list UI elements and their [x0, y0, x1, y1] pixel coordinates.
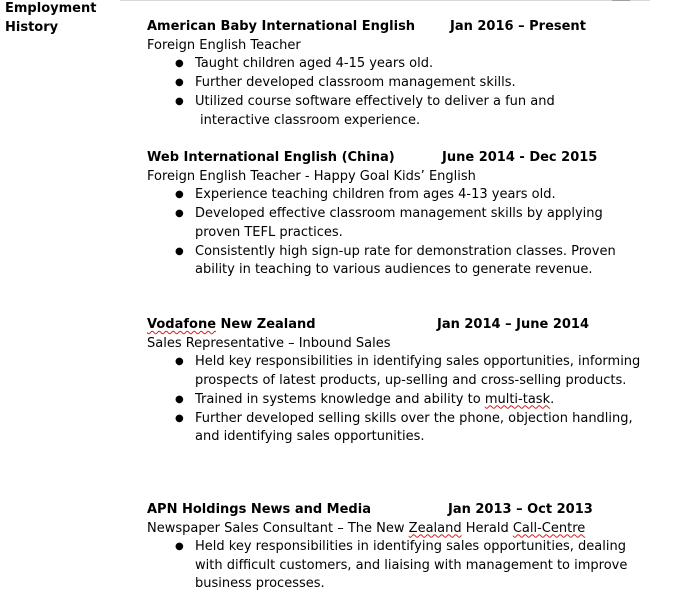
table-corner-mark — [612, 0, 630, 1]
role-text: Newspaper Sales Consultant – The New — [147, 520, 409, 536]
job-bullet-list — [147, 55, 647, 130]
bullet-icon: ● — [175, 189, 184, 200]
spellcheck-word: Zealand — [408, 520, 462, 536]
bullet-text: Held key responsibilities in identifying sales opportunities, informing prospects of latest products, up-selling and cross-selling products. — [195, 354, 641, 388]
job-dates: Jan 2014 – June 2014 — [437, 317, 589, 332]
job-role: Foreign English Teacher — [147, 37, 301, 53]
job-entry-vodafone — [147, 316, 647, 447]
spellcheck-word: Vodafone — [147, 317, 217, 332]
job-entry-web-international — [147, 149, 647, 280]
bullet-icon: ● — [175, 541, 184, 552]
list-item — [147, 55, 647, 74]
job-role: Sales Representative – Inbound Sales — [147, 335, 391, 351]
bullet-icon: ● — [175, 245, 184, 257]
job-dates: Jan 2016 – Present — [450, 19, 586, 34]
company-name: APN Holdings News and Media — [147, 502, 371, 517]
section-heading — [5, 0, 125, 37]
job-role — [147, 520, 647, 539]
job-dates: Jan 2013 – Oct 2013 — [448, 502, 593, 517]
bullet-text: Developed effective classroom management skills by applying proven TEFL practices. — [195, 206, 603, 240]
company-name: Web International English (China) — [147, 150, 395, 165]
list-item — [147, 538, 647, 594]
bullet-icon: ● — [175, 412, 184, 424]
bullet-icon: ● — [175, 77, 184, 88]
section-heading-line2: History — [5, 19, 59, 35]
bullet-text: Further developed selling skills over the phone, objection handling, and identifying sales opportunities. — [195, 410, 633, 444]
bullet-icon: ● — [175, 356, 184, 367]
job-role: Foreign English Teacher - Happy Goal Kids’ English — [147, 168, 476, 184]
spellcheck-word: Call-Centre — [512, 520, 586, 536]
list-item — [147, 74, 647, 93]
bullet-text: Further developed classroom management skills. — [195, 75, 516, 90]
bullet-text: Consistently high sign-up rate for demonstration classes. Proven ability in teaching to various audiences to generate revenue. — [195, 243, 616, 277]
bullet-icon: ● — [175, 393, 184, 405]
bullet-text: Held key responsibilities in identifying sales opportunities, dealing with difficult customers, and liaising with management to improve business processes. — [195, 539, 628, 591]
job-header — [147, 149, 647, 168]
list-item — [147, 186, 647, 205]
bullet-text-continuation: interactive classroom experience. — [200, 112, 421, 128]
job-dates: June 2014 - Dec 2015 — [442, 150, 598, 165]
bullet-icon: ● — [175, 208, 184, 219]
role-text: Herald — [461, 520, 513, 536]
job-bullet-list — [147, 353, 647, 447]
job-bullet-list — [147, 186, 647, 280]
bullet-icon: ● — [175, 58, 184, 69]
company-name: American Baby International English — [147, 19, 416, 34]
bullet-text: Experience teaching children from ages 4-13 years old. — [195, 187, 556, 202]
bullet-text-end: . — [550, 391, 555, 407]
company-name — [147, 316, 316, 335]
list-item — [147, 205, 647, 242]
job-header — [147, 501, 647, 520]
bullet-text: Trained in systems knowledge and ability to — [195, 391, 485, 407]
job-header — [147, 316, 647, 335]
job-bullet-list — [147, 538, 647, 594]
list-item — [147, 243, 647, 280]
list-item — [147, 353, 647, 390]
table-top-border — [120, 0, 650, 1]
bullet-text: Taught children aged 4-15 years old. — [195, 56, 434, 71]
bullet-icon: ● — [175, 96, 184, 107]
list-item — [147, 391, 647, 410]
spellcheck-word: multi-task — [484, 391, 551, 407]
list-item — [147, 93, 647, 130]
job-header — [147, 18, 647, 37]
company-name-rest: New Zealand — [216, 317, 316, 332]
section-heading-line1: Employment — [5, 1, 97, 16]
job-entry-american-baby — [147, 18, 647, 131]
job-entry-apn-holdings — [147, 501, 647, 594]
bullet-text: Utilized course software effectively to deliver a fun and — [195, 94, 555, 109]
list-item — [147, 410, 647, 447]
